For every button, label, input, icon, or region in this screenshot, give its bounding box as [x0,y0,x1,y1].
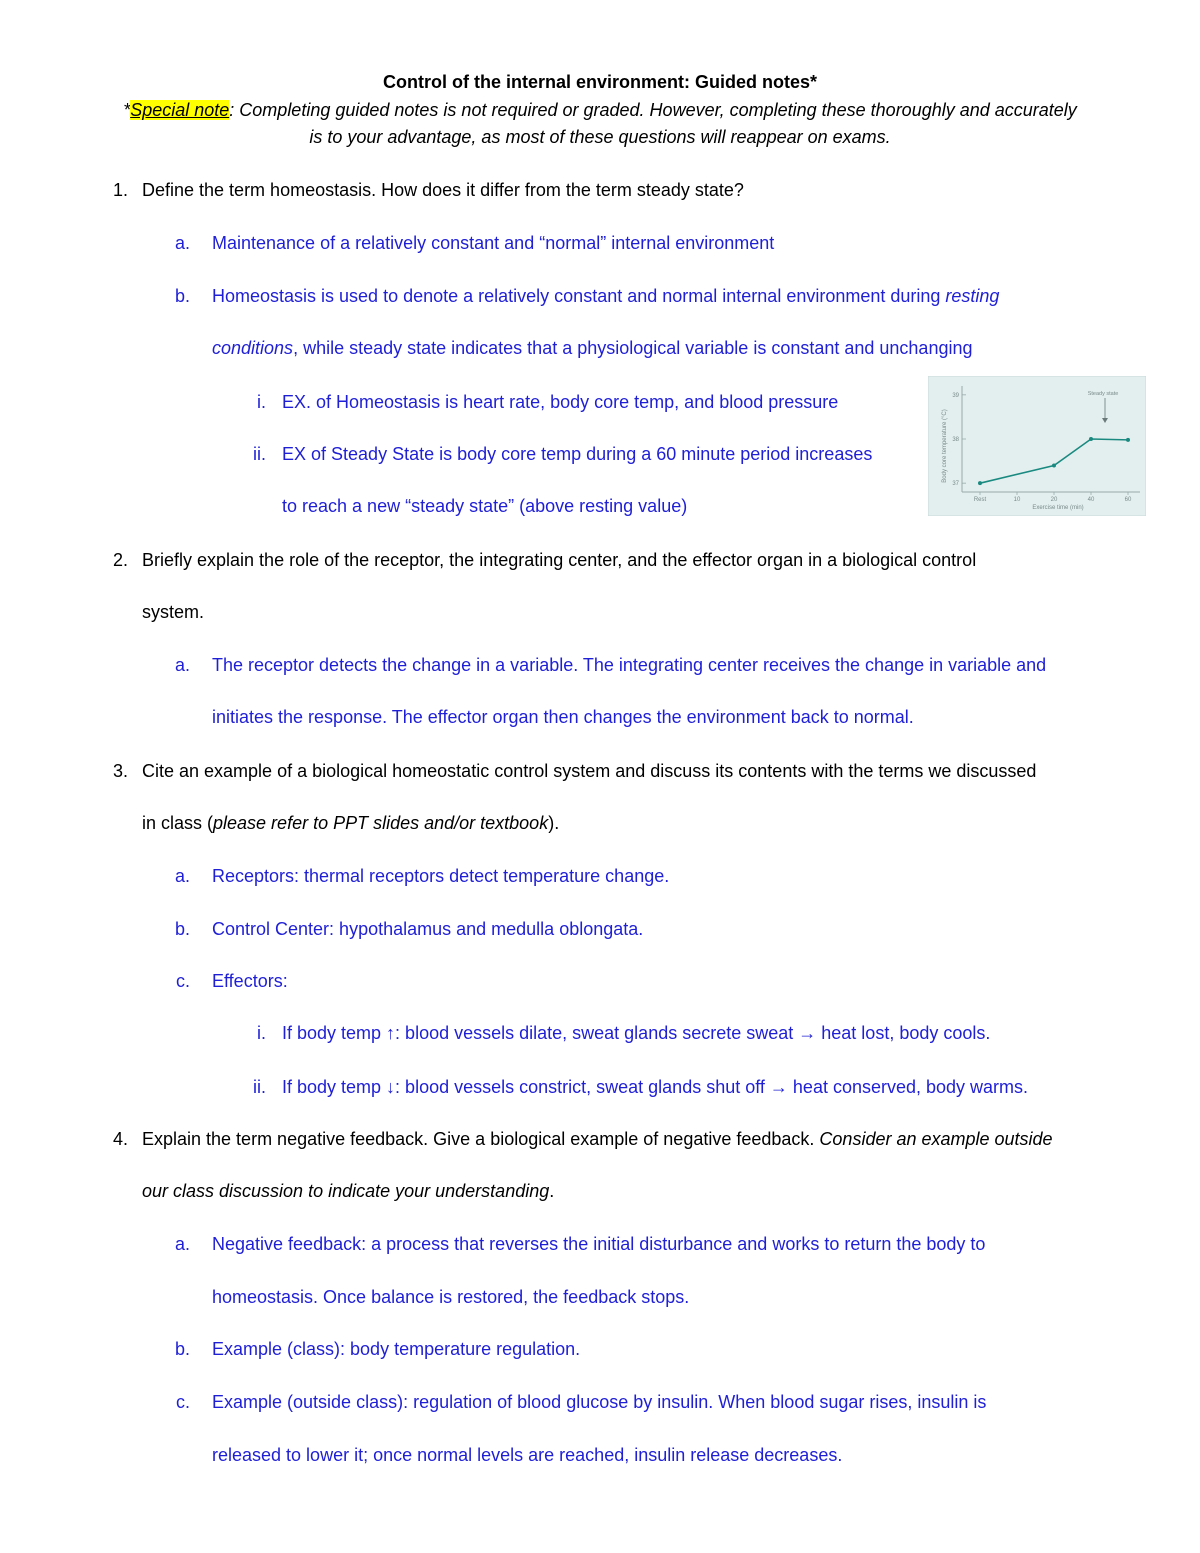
q4-italic-2: our class discussion to indicate your understanding [142,1181,550,1201]
q1bii-answer-line-2: to reach a new “steady state” (above resting value) [282,496,688,516]
q3ci-answer: If body temp ↑: blood vessels dilate, sweat glands secrete sweat → heat lost, body cools. [282,1023,991,1043]
special-note-line-1 [70,97,1130,124]
q1bii-answer-line-1: EX of Steady State is body core temp during a 60 minute period increases [282,444,873,464]
q1bi-marker: i. [257,392,266,412]
q1bii-marker: ii. [253,444,266,464]
q3-question-line-1: Cite an example of a biological homeostatic control system and discuss its contents with the terms we discussed [142,761,1037,781]
q4a-answer-line-2: homeostasis. Once balance is restored, the feedback stops. [212,1287,690,1307]
q4b-marker: b. [174,1339,190,1359]
q4c-answer-line-2: released to lower it; once normal levels are reached, insulin release decreases. [212,1445,843,1465]
data-point [1089,437,1093,441]
x-tick-label: 40 [1087,497,1095,503]
q1a-answer: Maintenance of a relatively constant and “normal” internal environment [212,233,775,253]
q1a-marker: a. [174,233,190,253]
data-point [1126,438,1130,442]
q3-number: 3. [112,761,128,781]
q4c-answer-line-1: Example (outside class): regulation of blood glucose by insulin. When blood sugar rises, insulin is [212,1392,987,1412]
x-axis-label: Exercise time (min) [1032,505,1084,511]
q4c-marker: c. [175,1392,190,1412]
q2-question-line-2: system. [142,602,205,622]
q1b-marker: b. [174,286,190,306]
q3c-answer: Effectors: [212,971,288,991]
q3cii-marker: ii. [253,1077,266,1097]
q3-italic: please refer to PPT slides and/or textbook [213,813,549,833]
q3b-marker: b. [174,919,190,939]
q4-number: 4. [112,1129,128,1149]
q1b-italic: resting [945,286,1000,306]
q3b-answer: Control Center: hypothalamus and medulla oblongata. [212,919,644,939]
q4-question-line-1 [142,1127,1053,1151]
q4-italic: Consider an example outside [819,1129,1053,1149]
q4a-answer-line-1: Negative feedback: a process that reverses the initial disturbance and works to return the body to [212,1234,986,1254]
data-point [1052,464,1056,468]
q3-text-end: ). [548,813,560,833]
q1-number: 1. [112,180,128,200]
page-title: Control of the internal environment: Guided notes* [382,72,817,92]
q3-text: in class ( [142,813,214,833]
y-tick-label: 38 [952,437,959,443]
steady-state-chart [928,376,1146,516]
q2-number: 2. [112,550,128,570]
q4b-answer: Example (class): body temperature regulation. [212,1339,581,1359]
q3cii-answer: If body temp ↓: blood vessels constrict, sweat glands shut off → heat conserved, body warms. [282,1077,1029,1097]
q1b-answer-line-2 [212,336,972,360]
q4-text-end: . [549,1181,555,1201]
x-tick-label: 10 [1013,497,1021,503]
q3c-marker: c. [175,971,190,991]
y-axis-label: Body core temperature (°C) [942,409,948,483]
special-note-line-2: is to your advantage, as most of these questions will reappear on exams. [309,127,891,147]
q2a-answer-line-1: The receptor detects the change in a variable. The integrating center receives the change in variable and [212,655,1047,675]
special-note-text: Completing guided notes is not required or graded. However, completing these thoroughly and accurately [234,100,1077,120]
note-colon: : [229,100,235,120]
data-point [978,481,982,485]
q4a-marker: a. [174,1234,190,1254]
q4-text: Explain the term negative feedback. Give a biological example of negative feedback. [142,1129,820,1149]
x-tick-label: 20 [1050,497,1058,503]
q2-question-line-1: Briefly explain the role of the receptor, the integrating center, and the effector organ in a biological control [142,550,977,570]
q1-question: Define the term homeostasis. How does it differ from the term steady state? [142,180,744,200]
q1b-answer-line-1 [212,284,999,308]
q1b-text: Homeostasis is used to denote a relatively constant and normal internal environment during [212,286,946,306]
special-note-label: Special note [130,100,230,120]
steady-state-annotation: Steady state [1087,391,1119,397]
chart-background [928,376,1146,516]
q2a-answer-line-2: initiates the response. The effector organ then changes the environment back to normal. [212,707,914,727]
q1bi-answer: EX. of Homeostasis is heart rate, body core temp, and blood pressure [282,392,839,412]
note-star: * [123,100,131,120]
q3a-marker: a. [174,866,190,886]
x-tick-label: 60 [1124,497,1132,503]
y-tick-label: 37 [952,481,959,488]
q3-question-line-2 [142,811,559,835]
q1b-italic-2: conditions [212,338,294,358]
y-tick-label: 39 [952,392,959,399]
q3a-answer: Receptors: thermal receptors detect temperature change. [212,866,670,886]
q1b-text-2: , while steady state indicates that a physiological variable is constant and unchanging [293,338,973,358]
q3ci-marker: i. [257,1023,266,1043]
q4-question-line-2 [142,1179,554,1203]
q2a-marker: a. [174,655,190,675]
x-tick-label: Rest [973,497,987,503]
